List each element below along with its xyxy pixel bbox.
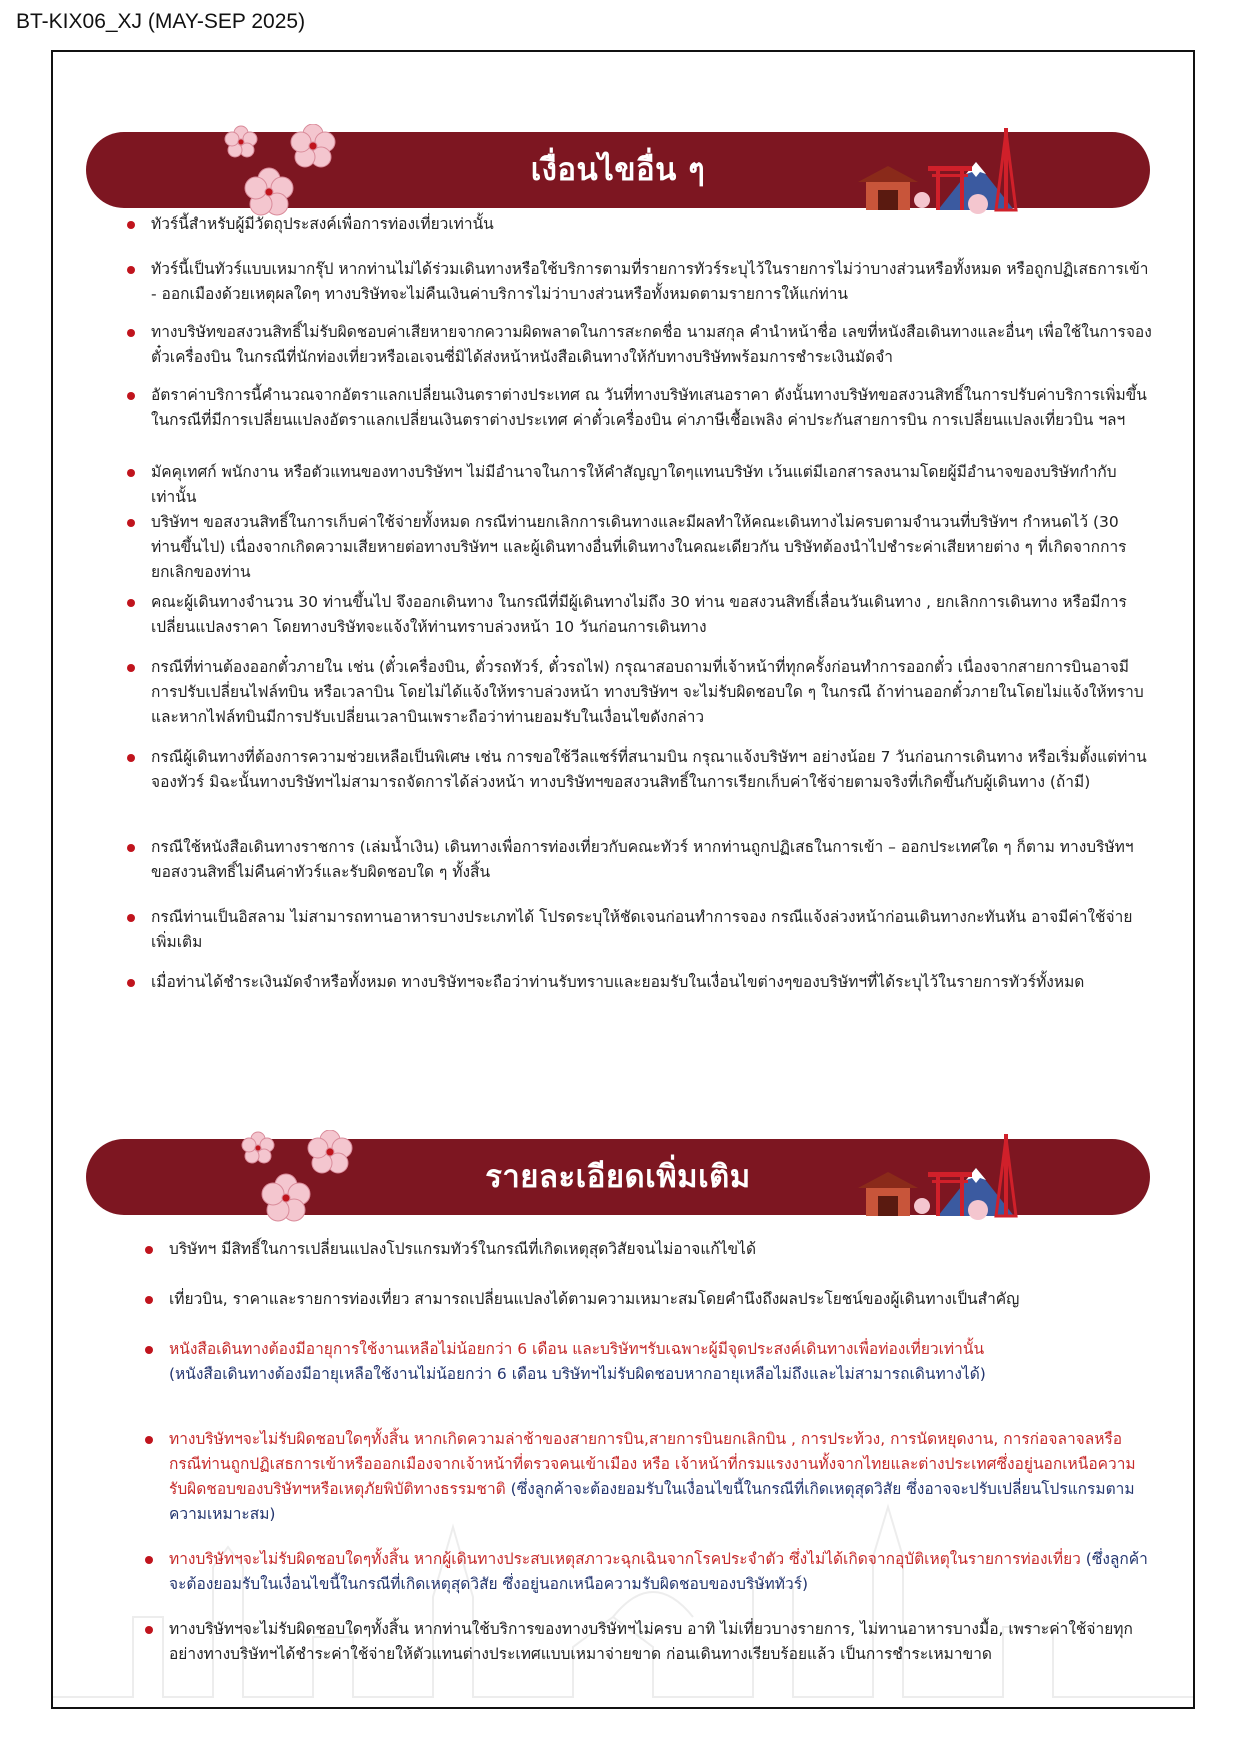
bullet-icon [145,1556,153,1564]
bullet-icon [145,1296,153,1304]
document-code: BT-KIX06_XJ (MAY-SEP 2025) [16,10,306,33]
bullet-icon [127,519,135,527]
bullet-icon [127,844,135,852]
bullet-icon [145,1436,153,1444]
bullet-icon [127,329,135,337]
section-title: เงื่อนไขอื่น ๆ [530,152,706,188]
list-item-text: บริษัทฯ มีสิทธิ์ในการเปลี่ยนแปลงโปรแกรมทัวร์ในกรณีที่เกิดเหตุสุดวิสัยจนไม่อาจแก้ไขได้ [169,1240,757,1258]
list-item-text: มัคคุเทศก์ พนักงาน หรือตัวแทนของทางบริษัทฯ ไม่มีอำนาจในการให้คำสัญญาใดๆแทนบริษัท เว้นแต่มีเอกสารลงนามโดยผู้มีอำนาจของบริษัทกำกับเท่านั้น [151,463,1117,506]
bullet-icon [127,266,135,274]
warning-text: ทางบริษัทฯจะไม่รับผิดชอบใดๆทั้งสิ้น หากเกิดความล่าช้าของสายการบิน,สายการบินยกเลิกบิน , การประท้วง, การนัดหยุดงาน, การก่อจลาจลหรือกรณีท่านถูกปฏิเสธการเข้าหรือออกเมืองจากเจ้าหน้าที่ตรวจคนเข้าเมือง หรือ เจ้าหน้าที่กรมแรงงานทั้งจากไทยและต่างประเทศซึ่งอยู่นอกเหนือความรับผิดชอบของบริษัทฯหรือเหตุภัยพิบัติทางธรรมชาติ [169,1430,1136,1498]
note-text: (ซึ่งลูกค้าจะต้องยอมรับในเงื่อนไขนี้ในกรณีที่เกิดเหตุสุดวิสัย ซึ่งอาจจะปรับเปลี่ยนโปรแกรมตามความเหมาะสม) [169,1480,1135,1523]
bullet-icon [127,221,135,229]
bullet-icon [127,392,135,400]
section-title: รายละเอียดเพิ่มเติม [485,1159,751,1195]
document-frame [51,50,1195,1709]
list-item-text [169,1337,1151,1387]
cherry-blossom-icon [221,124,351,224]
list-item-text: ทัวร์นี้เป็นทัวร์แบบเหมากรุ๊ป หากท่านไม่ได้ร่วมเดินทางหรือใช้บริการตามที่รายการทัวร์ระบุไว้ในรายการไม่ว่าบางส่วนหรือทั้งหมด หรือถูกปฏิเสธการเข้า - ออกเมืองด้วยเหตุผลใดๆ ทางบริษัทจะไม่คืนเงินค่าบริการไม่ว่าบางส่วนหรือทั้งหมดตามรายการให้แก่ท่าน [151,260,1149,303]
list-item-text: กรณีผู้เดินทางที่ต้องการความช่วยเหลือเป็นพิเศษ เช่น การขอใช้วีลแชร์ที่สนามบิน กรุณาแจ้งบริษัทฯ อย่างน้อย 7 วันก่อนการเดินทาง หรือเริ่มตั้งแต่ท่านจองทัวร์ มิฉะนั้นทางบริษัทฯไม่สามารถจัดการได้ล่วงหน้า ทางบริษัทฯขอสงวนสิทธิ์ในการเรียกเก็บค่าใช้จ่ายตามจริงที่เกิดขึ้นกับผู้เดินทาง (ถ้ามี) [151,748,1147,791]
bullet-icon [145,1246,153,1254]
warning-text: ทางบริษัทฯจะไม่รับผิดชอบใดๆทั้งสิ้น หากผู้เดินทางประสบเหตุสภาวะฉุกเฉินจากโรคประจำตัว ซึ่งไม่ได้เกิดจากอุบัติเหตุในรายการท่องเที่ยว [169,1550,1081,1568]
list-item-text [169,1547,1151,1597]
bullet-icon [127,664,135,672]
note-text: (หนังสือเดินทางต้องมีอายุเหลือใช้งานไม่น้อยกว่า 6 เดือน บริษัทฯไม่รับผิดชอบหากอายุเหลือไม่ถึงและไม่สามารถเดินทางได้) [169,1365,986,1383]
list-item-text: กรณีที่ท่านต้องออกตั๋วภายใน เช่น (ตั๋วเครื่องบิน, ตั๋วรถทัวร์, ตั๋วรถไฟ) กรุณาสอบถามที่เจ้าหน้าที่ทุกครั้งก่อนทำการออกตั๋ว เนื่องจากสายการบินอาจมีการปรับเปลี่ยนไฟล์ทบิน หรือเวลาบิน โดยไม่ได้แจ้งให้ทราบล่วงหน้า ทางบริษัทฯ จะไม่รับผิดชอบใด ๆ ในกรณี ถ้าท่านออกตั๋วภายในโดยไม่แจ้งให้ทราบและหากไฟล์ทบินมีการปรับเปลี่ยนเวลาบินเพราะถือว่าท่านยอมรับในเงื่อนไขดังกล่าว [151,658,1144,726]
list-item-text: บริษัทฯ ขอสงวนสิทธิ์ในการเก็บค่าใช้จ่ายทั้งหมด กรณีท่านยกเลิกการเดินทางและมีผลทำให้คณะเดินทางไม่ครบตามจำนวนที่บริษัทฯ กำหนดไว้ (30 ท่านขึ้นไป) เนื่องจากเกิดความเสียหายต่อทางบริษัทฯ และผู้เดินทางอื่นที่เดินทางในคณะเดียวกัน บริษัทต้องนำไปชำระค่าเสียหายต่าง ๆ ที่เกิดจากการยกเลิกของท่าน [151,513,1127,581]
note-text: (ซึ่งลูกค้าจะต้องยอมรับในเงื่อนไขนี้ในกรณีที่เกิดเหตุสุดวิสัย ซึ่งอยู่นอกเหนือความรับผิดชอบของบริษัททัวร์) [169,1550,1148,1593]
bullet-icon [127,979,135,987]
bullet-icon [127,599,135,607]
list-item-text: คณะผู้เดินทางจำนวน 30 ท่านขึ้นไป จึงออกเดินทาง ในกรณีที่มีผู้เดินทางไม่ถึง 30 ท่าน ขอสงวนสิทธิ์เลื่อนวันเดินทาง , ยกเลิกการเดินทาง หรือมีการเปลี่ยนแปลงราคา โดยทางบริษัทจะแจ้งให้ท่านทราบล่วงหน้า 10 วันก่อนการเดินทาง [151,593,1127,636]
bullet-icon [145,1346,153,1354]
list-item-text: กรณีท่านเป็นอิสลาม ไม่สามารถทานอาหารบางประเภทได้ โปรดระบุให้ชัดเจนก่อนทำการจอง กรณีแจ้งล่วงหน้าก่อนเดินทางกะทันหัน อาจมีค่าใช้จ่ายเพิ่มเติม [151,908,1133,951]
list-item-text: เมื่อท่านได้ชำระเงินมัดจำหรือทั้งหมด ทางบริษัทฯจะถือว่าท่านรับทราบและยอมรับในเงื่อนไขต่างๆของบริษัทฯที่ได้ระบุไว้ในรายการทัวร์ทั้งหมด [151,973,1085,991]
bullet-icon [145,1626,153,1634]
list-item-text: ทางบริษัทขอสงวนสิทธิ์ไม่รับผิดชอบค่าเสียหายจากความผิดพลาดในการสะกดชื่อ นามสกุล คำนำหน้าชื่อ เลขที่หนังสือเดินทางและอื่นๆ เพื่อใช้ในการจองตั๋วเครื่องบิน ในกรณีที่นักท่องเที่ยวหรือเอเจนซี่มิได้ส่งหน้าหนังสือเดินทางให้กับทางบริษัทพร้อมการชำระเงินมัดจำ [151,323,1152,366]
cherry-blossom-icon [238,1130,368,1230]
list-item-text: อัตราค่าบริการนี้คำนวณจากอัตราแลกเปลี่ยนเงินตราต่างประเทศ ณ วันที่ทางบริษัทเสนอราคา ดังนั้นทางบริษัทขอสงวนสิทธิ์ในการปรับค่าบริการเพิ่มขึ้น ในกรณีที่มีการเปลี่ยนแปลงอัตราแลกเปลี่ยนเงินตราต่างประเทศ ค่าตั๋วเครื่องบิน ค่าภาษีเชื้อเพลิง ค่าประกันสายการบิน การเปลี่ยนแปลงเที่ยวบิน ฯลฯ [151,386,1147,429]
bullet-icon [127,469,135,477]
list-item-text: เที่ยวบิน, ราคาและรายการท่องเที่ยว สามารถเปลี่ยนแปลงได้ตามความเหมาะสมโดยคำนึงถึงผลประโยชน์ของผู้เดินทางเป็นสำคัญ [169,1290,1020,1308]
bullet-icon [127,754,135,762]
japan-landmarks-icon [858,122,1028,214]
list-item-text [169,1427,1151,1527]
list-item-text: ทางบริษัทฯจะไม่รับผิดชอบใดๆทั้งสิ้น หากท่านใช้บริการของทางบริษัทฯไม่ครบ อาทิ ไม่เที่ยวบางรายการ, ไม่ทานอาหารบางมื้อ, เพราะค่าใช้จ่ายทุกอย่างทางบริษัทฯได้ชำระค่าใช้จ่ายให้ตัวแทนต่างประเทศแบบเหมาจ่ายขาด ก่อนเดินทางเรียบร้อยแล้ว เป็นการชำระเหมาขาด [169,1620,1133,1663]
japan-landmarks-icon [858,1128,1028,1220]
warning-text: หนังสือเดินทางต้องมีอายุการใช้งานเหลือไม่น้อยกว่า 6 เดือน และบริษัทฯรับเฉพาะผู้มีจุดประสงค์เดินทางเพื่อท่องเที่ยวเท่านั้น [169,1340,985,1358]
bullet-icon [127,914,135,922]
list-item-text: ทัวร์นี้สำหรับผู้มีวัตถุประสงค์เพื่อการท่องเที่ยวเท่านั้น [151,215,494,233]
list-item-text: กรณีใช้หนังสือเดินทางราชการ (เล่มน้ำเงิน) เดินทางเพื่อการท่องเที่ยวกับคณะทัวร์ หากท่านถูกปฏิเสธในการเข้า – ออกประเทศใด ๆ ก็ตาม ทางบริษัทฯ ขอสงวนสิทธิ์ไม่คืนค่าทัวร์และรับผิดชอบใด ๆ ทั้งสิ้น [151,838,1134,881]
